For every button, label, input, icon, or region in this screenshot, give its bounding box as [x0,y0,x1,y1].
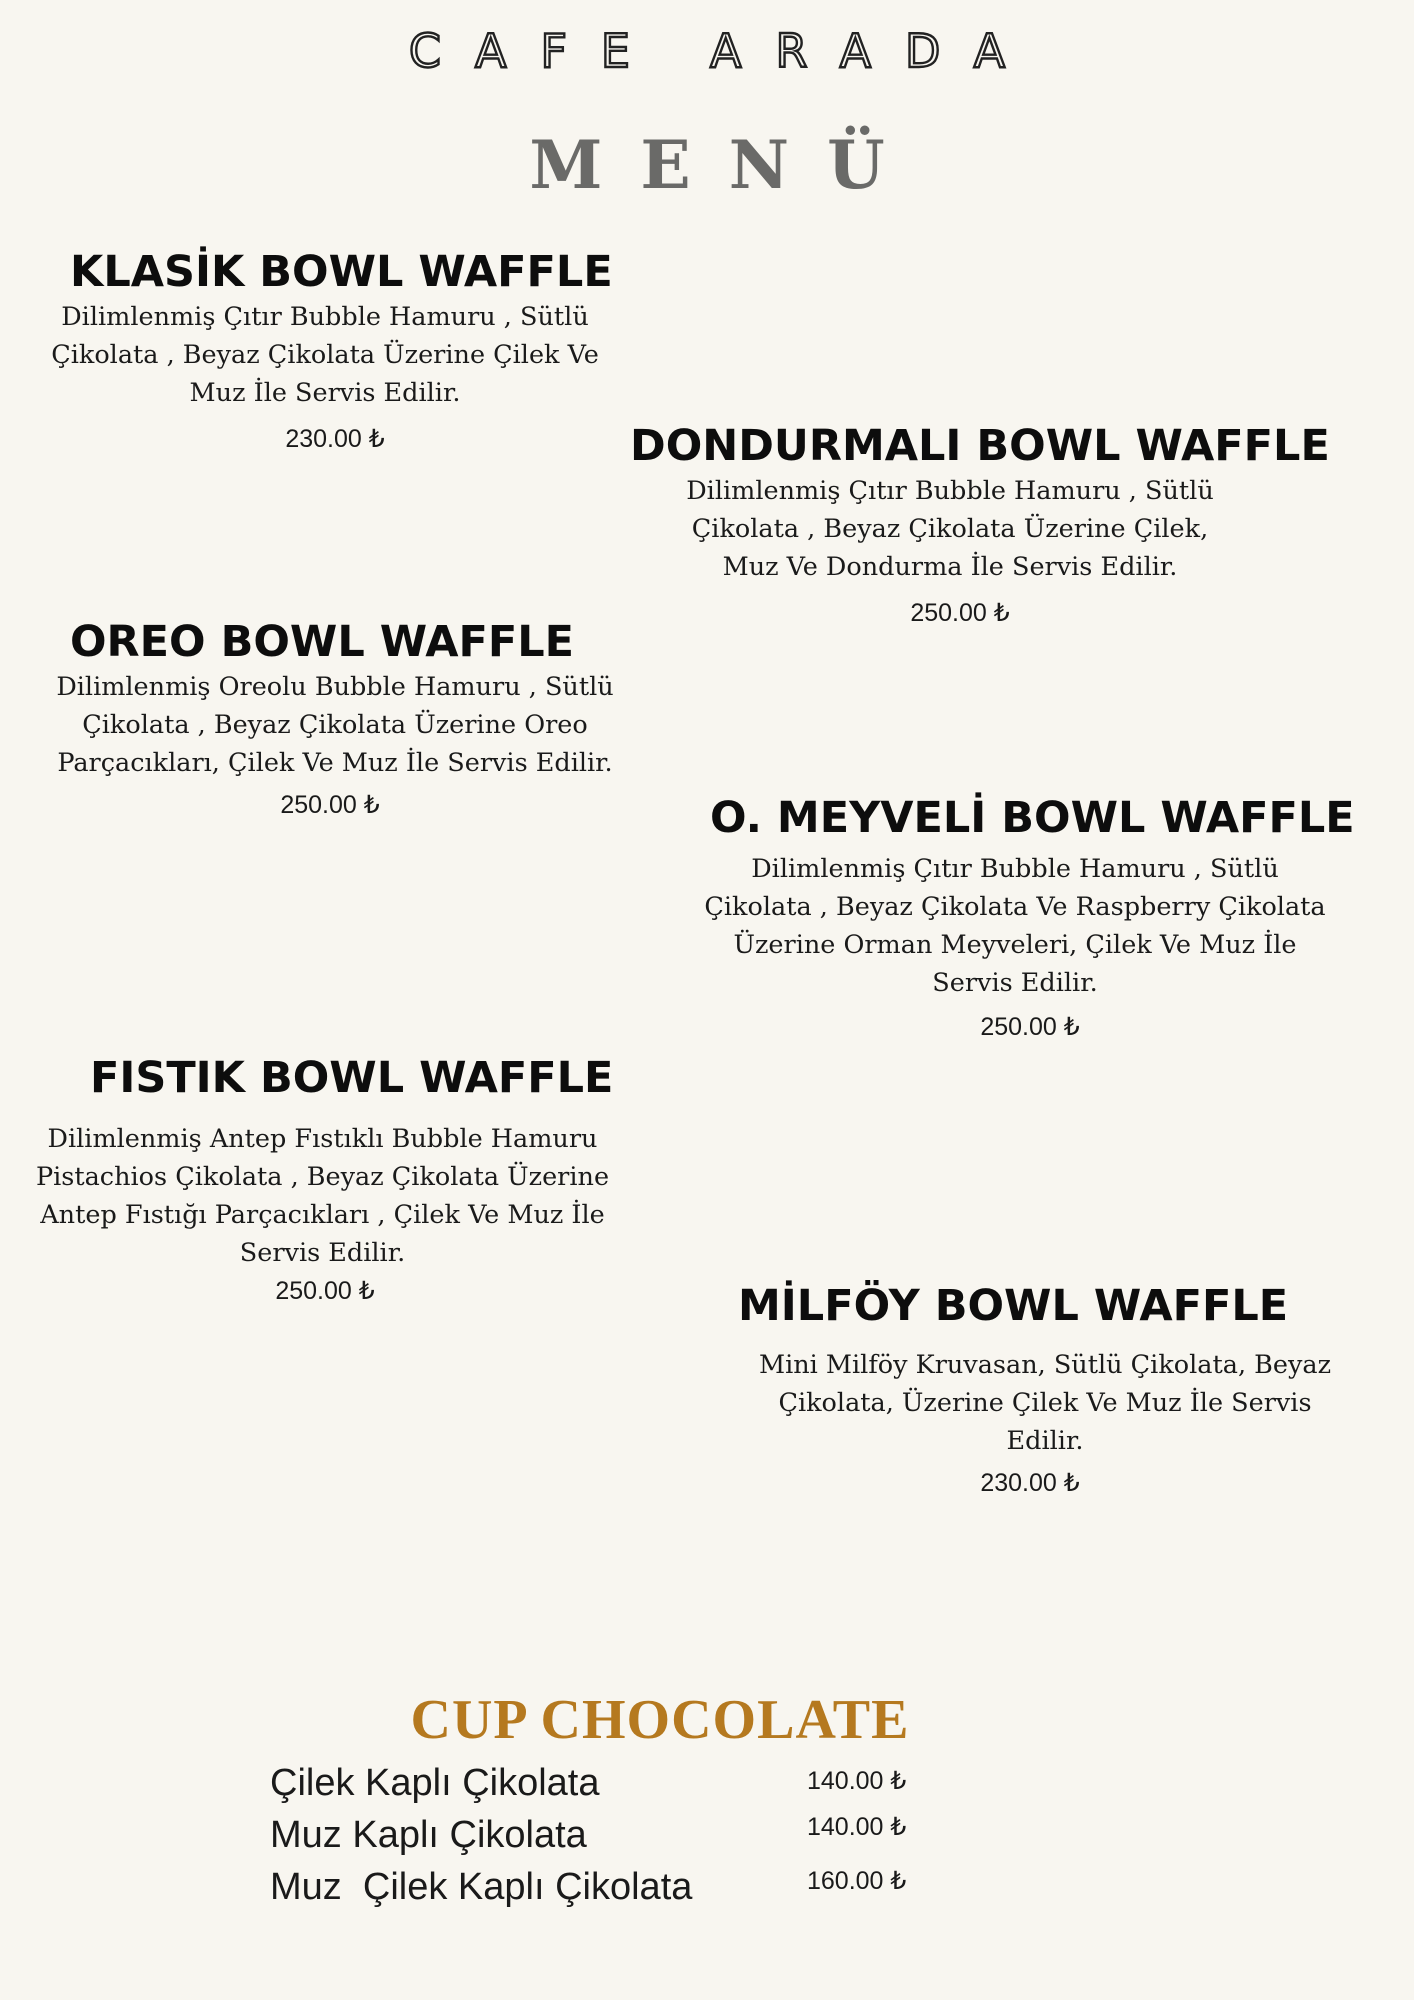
item-description: Dilimlenmiş Çıtır Bubble Hamuru , Sütlü Çikolata , Beyaz Çikolata Üzerine Çilek Ve Muz İle Servis Edilir. [51,302,599,408]
item-price: 250.00 ₺ [910,599,1010,627]
menu-item-milfoy [700,1280,1380,1498]
item-description: Dilimlenmiş Antep Fıstıklı Bubble Hamuru Pistachios Çikolata , Beyaz Çikolata Üzerine Antep Fıstığı Parçacıkları , Çilek Ve Muz İle Servis Edilir. [35,1124,610,1268]
cafe-name-word-2: ARADA [710,24,1040,78]
cafe-name [0,24,1414,78]
item-price: 230.00 ₺ [285,425,385,453]
cafe-name-word-1: CAFE [408,24,664,78]
cup-item-name: Çilek Kaplı Çikolata [270,1762,600,1804]
item-price: 250.00 ₺ [280,791,380,819]
item-name: O. MEYVELİ BOWL WAFFLE [710,793,1355,843]
cup-item-name: Muz Çilek Kaplı Çikolata [270,1866,693,1908]
cup-row [270,1762,970,1812]
cup-item-price: 140.00 ₺ [807,1767,907,1795]
cup-item-price: 140.00 ₺ [807,1813,907,1841]
cup-item-name: Muz Kaplı Çikolata [270,1814,587,1856]
menu-item-dondurmali [620,420,1330,628]
item-description: Mini Milföy Kruvasan, Sütlü Çikolata, Beyaz Çikolata, Üzerine Çilek Ve Muz İle Servis Edilir. [758,1350,1332,1456]
item-price: 250.00 ₺ [275,1277,375,1305]
item-name: MİLFÖY BOWL WAFFLE [738,1281,1289,1331]
item-price: 250.00 ₺ [980,1013,1080,1041]
item-name: KLASİK BOWL WAFFLE [70,247,613,297]
item-name: FISTIK BOWL WAFFLE [90,1053,614,1103]
cup-chocolate-title: CUP CHOCOLATE [410,1689,910,1751]
menu-item-fistik [20,1052,640,1306]
cup-item-price: 160.00 ₺ [807,1867,907,1895]
item-name: DONDURMALI BOWL WAFFLE [630,421,1330,471]
menu-item-oreo [30,616,650,820]
item-description: Dilimlenmiş Çıtır Bubble Hamuru , Sütlü Çikolata , Beyaz Çikolata Üzerine Çilek, Muz Ve Dondurma İle Servis Edilir. [686,476,1214,582]
item-price: 230.00 ₺ [980,1469,1080,1497]
cup-row [270,1866,970,1916]
menu-item-klasik [20,246,630,454]
menu-title: MENÜ [529,126,923,204]
item-name: OREO BOWL WAFFLE [70,617,574,667]
item-description: Dilimlenmiş Oreolu Bubble Hamuru , Sütlü Çikolata , Beyaz Çikolata Üzerine Oreo Parçacıkları, Çilek Ve Muz İle Servis Edilir. [56,672,614,778]
menu-item-orman-meyveli [670,792,1360,1042]
cup-row [270,1814,970,1864]
item-description: Dilimlenmiş Çıtır Bubble Hamuru , Sütlü Çikolata , Beyaz Çikolata Ve Raspberry Çikolata Üzerine Orman Meyveleri, Çilek Ve Muz İle Servis Edilir. [704,854,1326,998]
